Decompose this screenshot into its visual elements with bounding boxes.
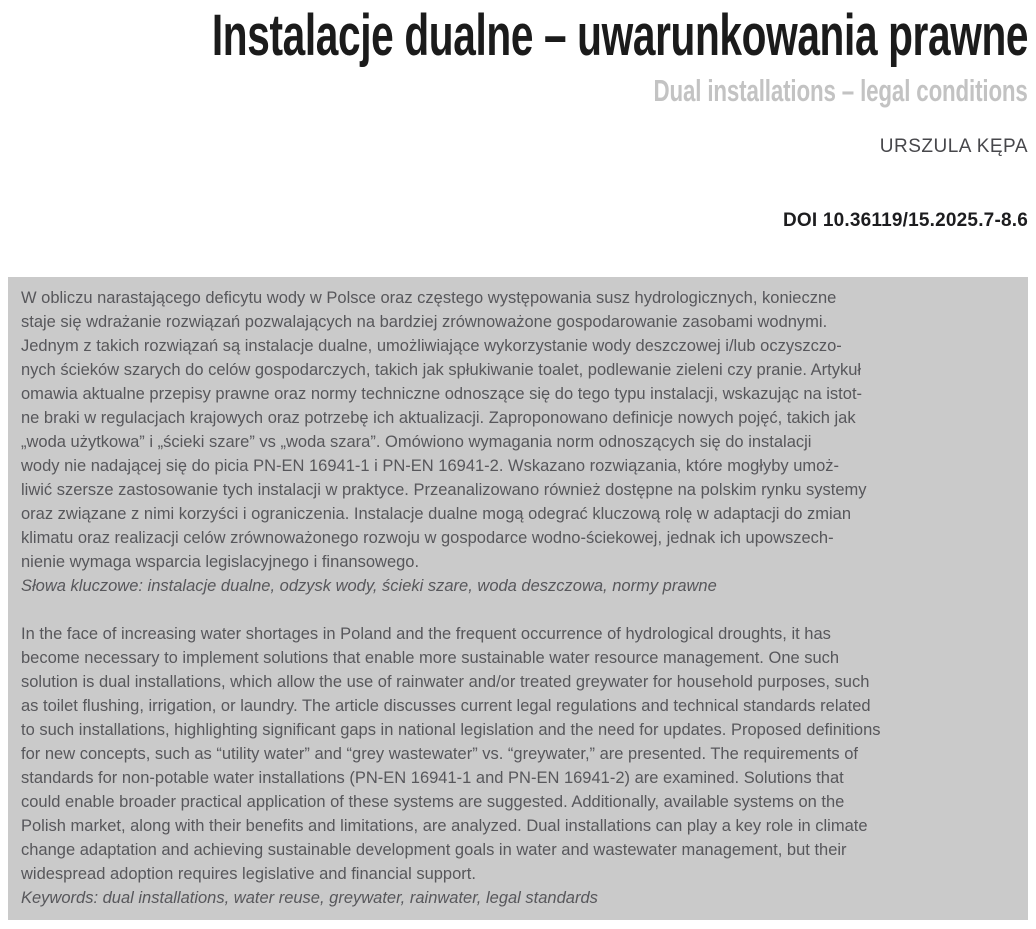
abstract-line: widespread adoption requires legislative and financial support.	[21, 865, 476, 883]
abstract-line: as toilet flushing, irrigation, or laundry. The article discusses current legal regulations and technical standards related	[21, 697, 871, 715]
abstract-polish	[21, 286, 1016, 598]
abstract-line: solution is dual installations, which allow the use of rainwater and/or treated greywater for household purposes, such	[21, 673, 870, 691]
abstract-line: wody nie nadającej się do picia PN-EN 16941-1 i PN-EN 16941-2. Wskazano rozwiązania, które mogłyby umoż-	[21, 457, 840, 475]
abstract-english-lines	[21, 622, 1016, 886]
abstract-line: W obliczu narastającego deficytu wody w Polsce oraz częstego występowania susz hydrologicznych, konieczne	[21, 289, 837, 307]
abstract-line: Polish market, along with their benefits and limitations, are analyzed. Dual installations can play a key role in climate	[21, 817, 868, 835]
abstract-line: for new concepts, such as “utility water” and “grey wastewater” vs. “greywater,” are presented. The requirements of	[21, 745, 858, 763]
abstract-line: staje się wdrażanie rozwiązań pozwalających na bardziej zrównoważone gospodarowanie zasobami wodnymi.	[21, 313, 828, 331]
abstract-line: omawia aktualne przepisy prawne oraz normy techniczne odnoszące się do tego typu instalacji, wskazując na istot-	[21, 385, 863, 403]
abstract-english	[21, 622, 1016, 910]
abstract-line: „woda użytkowa” i „ścieki szare” vs „woda szara”. Omówiono wymagania norm odnoszących się do instalacji	[21, 433, 812, 451]
abstract-line: to such installations, highlighting significant gaps in national legislation and the need for updates. Proposed definitions	[21, 721, 881, 739]
abstract-line: nienie wymaga wsparcia legislacyjnego i finansowego.	[21, 553, 420, 571]
abstract-line: could enable broader practical application of these systems are suggested. Additionally, available systems on the	[21, 793, 845, 811]
abstract-line: standards for non-potable water installations (PN-EN 16941-1 and PN-EN 16941-2) are examined. Solutions that	[21, 769, 844, 787]
abstract-line: Jednym z takich rozwiązań są instalacje dualne, umożliwiające wykorzystanie wody deszczowej i/lub oczyszczo-	[21, 337, 842, 355]
abstract-line: In the face of increasing water shortages in Poland and the frequent occurrence of hydrological droughts, it has	[21, 625, 831, 643]
english-keywords: Keywords: dual installations, water reuse, greywater, rainwater, legal standards	[21, 889, 598, 907]
article-title: Instalacje dualne – uwarunkowania prawne	[211, 3, 1028, 68]
author-name: URSZULA KĘPA	[879, 136, 1028, 157]
polish-keywords: Słowa kluczowe: instalacje dualne, odzysk wody, ścieki szare, woda deszczowa, normy prawne	[21, 577, 717, 595]
abstract-gap	[21, 598, 1016, 622]
abstract-line: klimatu oraz realizacji celów zrównoważonego rozwoju w gospodarce wodno-ściekowej, jednak ich upowszech-	[21, 529, 834, 547]
abstract-line: nych ścieków szarych do celów gospodarczych, takich jak spłukiwanie toalet, podlewanie zieleni czy pranie. Artykuł	[21, 361, 862, 379]
doi-label: DOI 10.36119/15.2025.7-8.6	[782, 210, 1028, 231]
abstract-line: ne braki w regulacjach krajowych oraz potrzebę ich aktualizacji. Zaproponowano definicje nowych pojęć, takich jak	[21, 409, 856, 427]
abstract-box	[8, 277, 1028, 920]
abstract-line: liwić szersze zastosowanie tych instalacji w praktyce. Przeanalizowano również dostępne na polskim rynku systemy	[21, 481, 867, 499]
article-subtitle: Dual installations – legal conditions	[653, 73, 1028, 108]
abstract-line: oraz związane z nimi korzyści i ograniczenia. Instalacje dualne mogą odegrać kluczową rolę w adaptacji do zmian	[21, 505, 851, 523]
abstract-polish-lines	[21, 286, 1016, 574]
abstract-line: become necessary to implement solutions that enable more sustainable water resource management. One such	[21, 649, 840, 667]
abstract-line: change adaptation and achieving sustainable development goals in water and wastewater management, but their	[21, 841, 847, 859]
